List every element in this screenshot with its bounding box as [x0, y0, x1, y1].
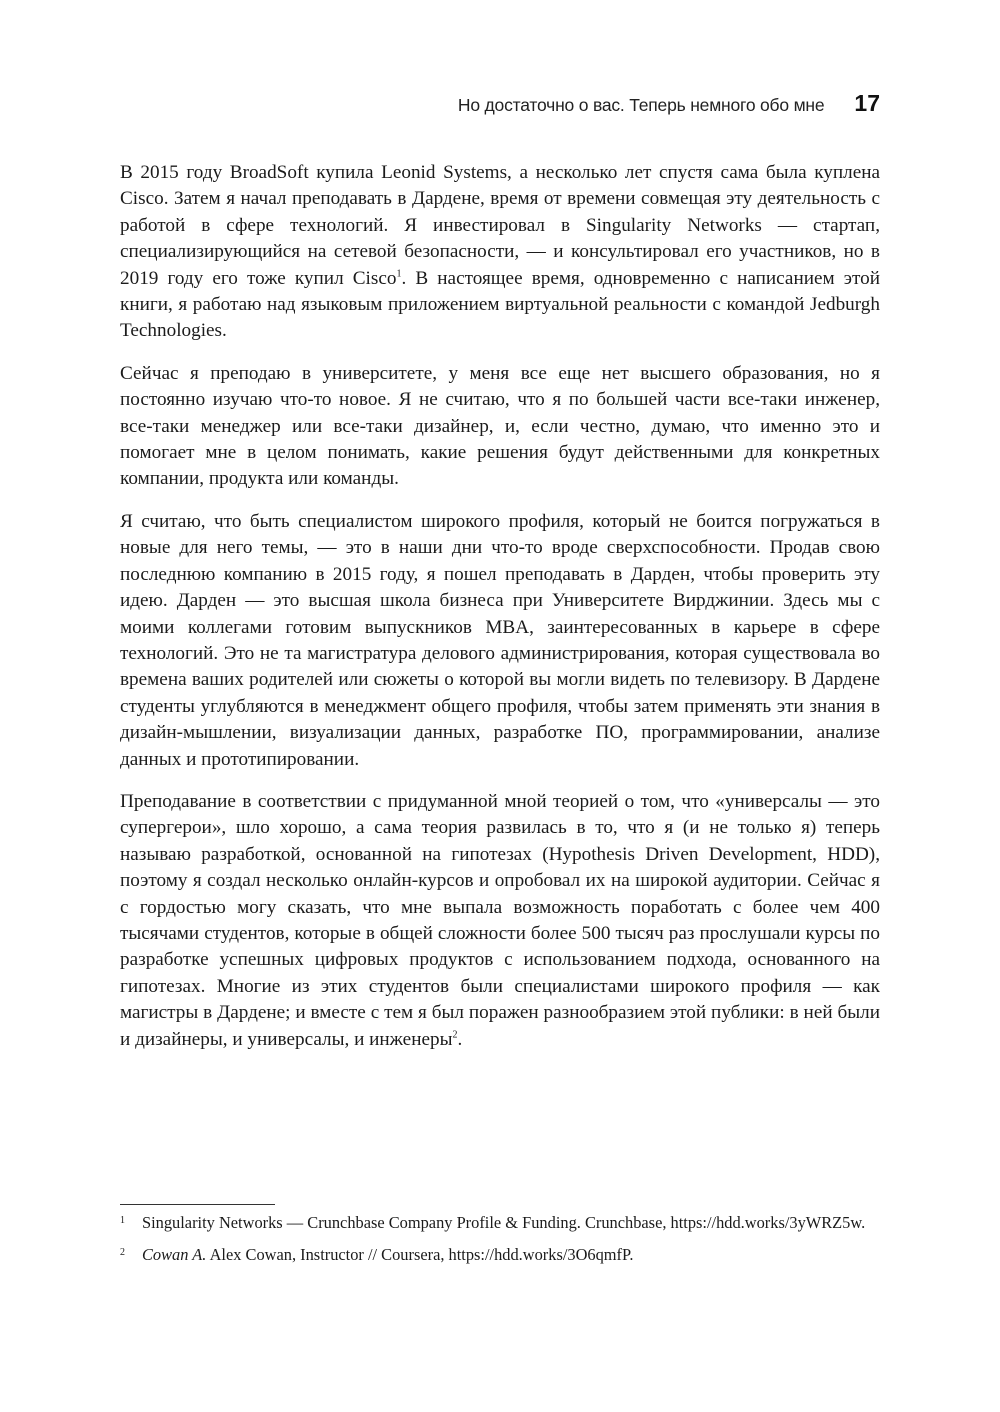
footnote-2: [120, 1244, 880, 1266]
footnote-citation[interactable]: Alex Cowan, Instructor // Coursera, https://hdd.works/3O6qmfP.: [206, 1245, 634, 1264]
footnotes: [120, 1212, 880, 1276]
paragraph-3: Я считаю, что быть специалистом широкого профиля, который не боится погружаться в новые для него темы, — это в наши дни что-то вроде сверхспособности. Продав свою последнюю компанию в 2015 году, я пошел преподавать в Дарден, чтобы проверить эту идею. Дарден — это высшая школа бизнеса при Университете Вирджинии. Здесь мы с моими коллегами готовим выпускников MBA, заинтересованных в карьере в сфере технологий. Это не та магистратура делового администрирования, которая существовала во времена ваших родителей или сюжеты о которой вы могли видеть по телевизору. В Дардене студенты углубляются в менеджмент общего профиля, чтобы затем применять эти знания в дизайн-мышлении, визуализации данных, разработке ПО, программировании, анализе данных и прототипировании.: [120, 510, 880, 770]
paragraph-4-text-b: .: [457, 1028, 463, 1050]
footnote-mark: 1: [120, 1215, 125, 1226]
footnote-ref-2[interactable]: 2: [452, 1029, 458, 1041]
footnote-1: [120, 1212, 880, 1234]
footnote-ref-1[interactable]: 1: [396, 268, 402, 280]
paragraph-4-text-a: Преподавание в соответствии с придуманной мной теорией о том, что «универсалы — это супергерои», шло хорошо, а сама теория развилась в то, что я (и не только я) теперь называю разработкой, основанной на гипотезах (Hypothesis Driven Development, HDD), поэтому я создал несколько онлайн-курсов и опробовал их на широкой аудитории. Сейчас я с гордостью могу сказать, что мне выпала возможность поработать с более чем 400 тысячами студентов, которые в общей сложности более 500 тысяч раз прослушали курсы по разработке успешных цифровых продуктов с использованием подхода, основанного на гипотезах. Многие из этих студентов были специалистами широкого профиля — как магистры в Дардене; и вместе с тем я был поражен разнообразием этой публики: в ней были и дизайнеры, и универсалы, и инженеры: [120, 790, 880, 1050]
footnote-text[interactable]: Singularity Networks — Crunchbase Company Profile & Funding. Crunchbase, https://hdd.works/3yWRZ5w.: [142, 1213, 866, 1232]
paragraph-1: [120, 160, 880, 345]
running-head: [458, 90, 880, 117]
body-text: [120, 160, 880, 1069]
running-title: Но достаточно о вас. Теперь немного обо мне: [457, 95, 825, 115]
paragraph-1-text-b: . В настоящее время, одновременно с написанием этой книги, я работаю над языковым приложением виртуальной реальности с командой Jedburgh Technologies.: [120, 267, 880, 342]
paragraph-4: [120, 789, 880, 1053]
page-number: 17: [854, 90, 880, 116]
footnote-divider: [120, 1204, 275, 1205]
paragraph-1-text-a: В 2015 году BroadSoft купила Leonid Systems, а несколько лет спустя сама была куплена Cisco. Затем я начал преподавать в Дардене, время от времени совмещая эту деятельность с работой в сфере технологий. Я инвестировал в Singularity Networks — стартап, специализирующийся на сетевой безопасности, — и консультировал его участников, но в 2019 году его тоже купил Cisco: [120, 162, 880, 289]
footnote-author: Cowan A.: [142, 1245, 207, 1264]
footnote-text[interactable]: [142, 1244, 880, 1266]
paragraph-2: Сейчас я преподаю в университете, у меня все еще нет высшего образования, но я постоянно изучаю что-то новое. Я не считаю, что я по большей части все-таки инженер, все-таки менеджер или все-таки дизайнер, и, если честно, думаю, что именно это и помогает мне в целом понимать, какие решения будут действенными для конкретных компании, продукта или команды.: [120, 362, 880, 490]
footnote-mark: 2: [120, 1247, 125, 1258]
